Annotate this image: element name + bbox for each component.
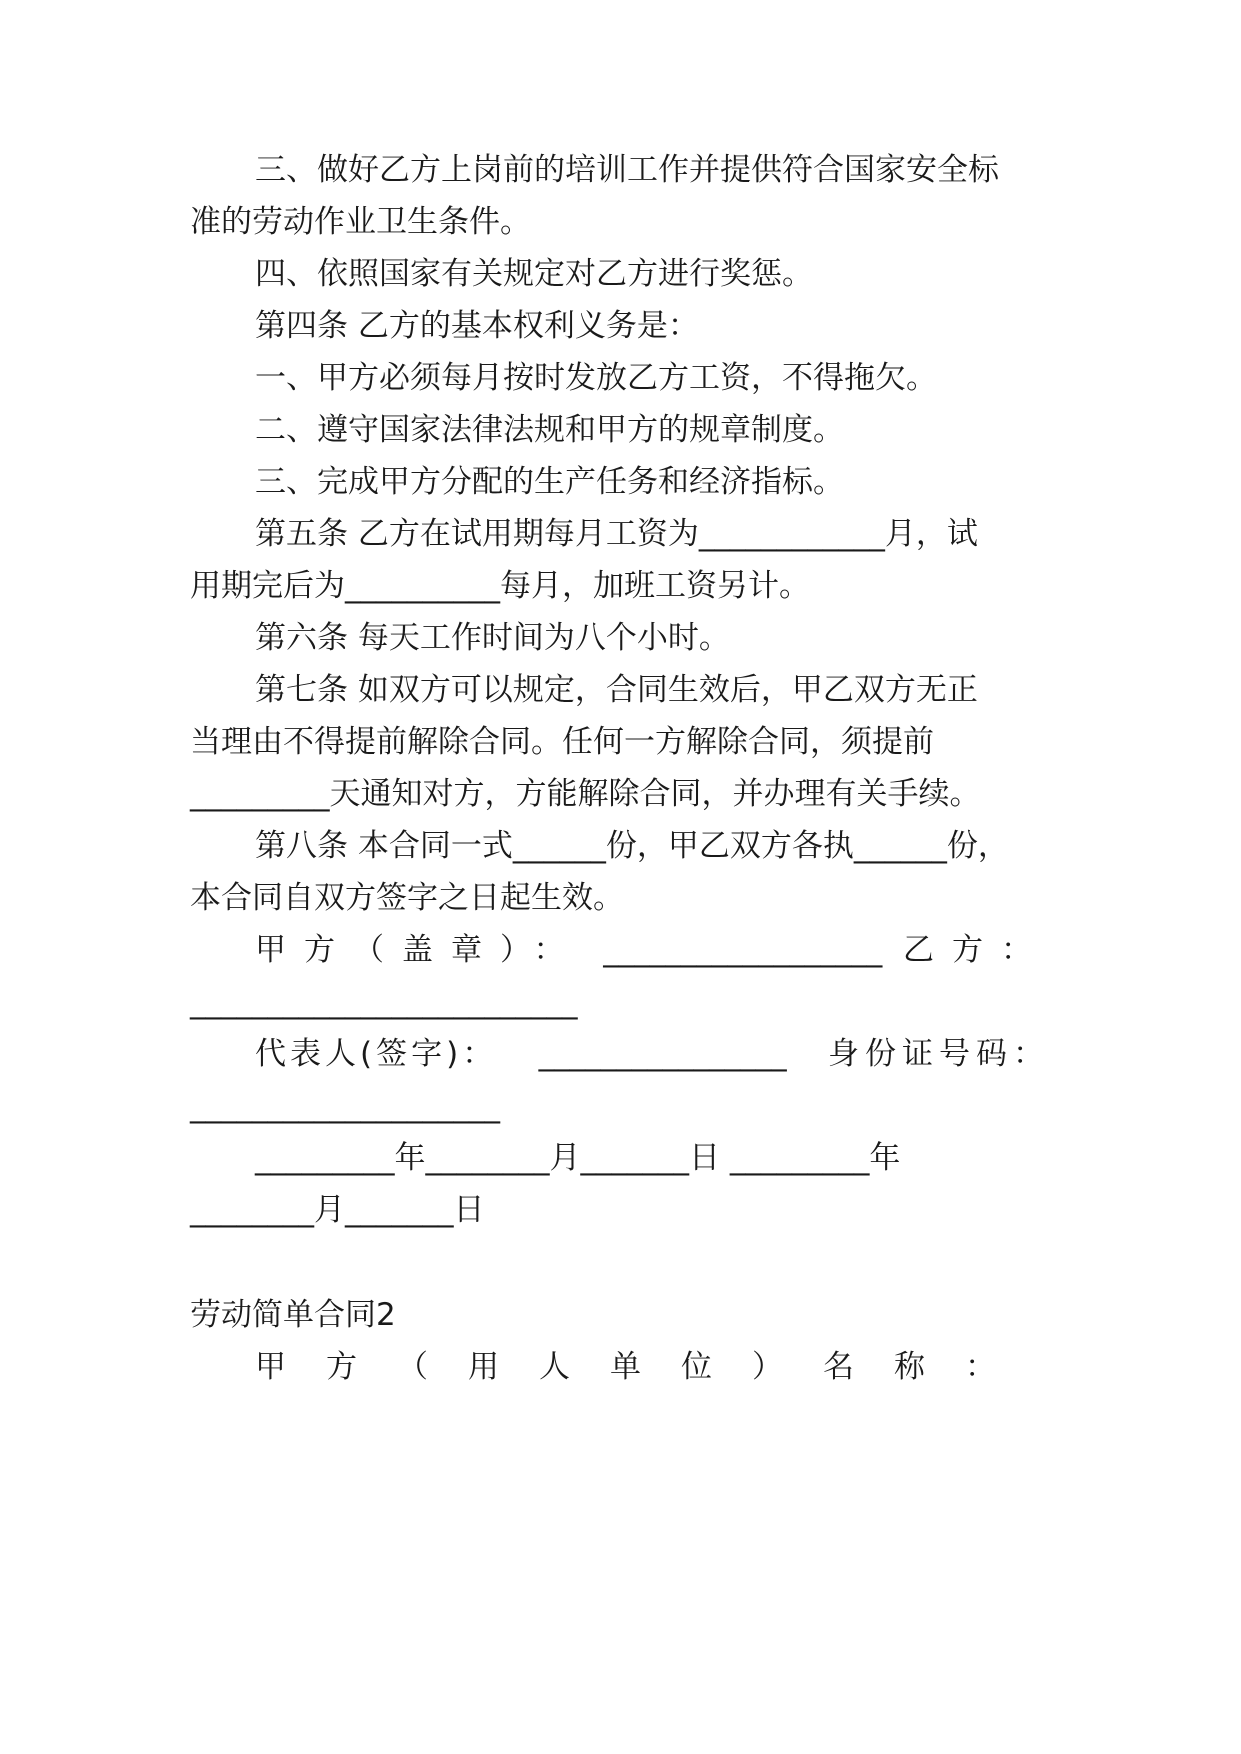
paragraph-line: 二、遵守国家法律法规和甲方的规章制度。 xyxy=(255,412,844,448)
party-b-label: 乙方： xyxy=(903,932,1050,968)
paragraph-line: 本合同自双方签字之日起生效。 xyxy=(190,880,624,916)
paragraph-line: 一、甲方必须每月按时发放乙方工资，不得拖欠。 xyxy=(255,360,937,396)
paragraph-line: 三、完成甲方分配的生产任务和经济指标。 xyxy=(255,464,844,500)
paragraph-line: 第五条 乙方在试用期每月工资为____________月，试 xyxy=(255,516,978,552)
paragraph-line: 当理由不得提前解除合同。任何一方解除合同，须提前 xyxy=(190,724,934,760)
section-title: 劳动简单合同2 xyxy=(190,1297,396,1333)
article-heading: 第四条 乙方的基本权利义务是： xyxy=(255,308,699,344)
signature-blank-line: ____________________ xyxy=(190,1088,500,1124)
party-a-seal-blank: __________________ xyxy=(603,932,883,968)
paragraph-line: 四、依照国家有关规定对乙方进行奖惩。 xyxy=(255,256,813,292)
id-number-label: 身份证号码： xyxy=(827,1036,1050,1072)
representative-blank: ________________ xyxy=(538,1036,787,1072)
paragraph-line: 第七条 如双方可以规定，合同生效后，甲乙双方无正 xyxy=(255,672,978,708)
paragraph-line: 三、做好乙方上岗前的培训工作并提供符合国家安全标 xyxy=(255,152,999,188)
article-heading: 第六条 每天工作时间为八个小时。 xyxy=(255,620,730,656)
paragraph-line: 准的劳动作业卫生条件。 xyxy=(190,204,531,240)
employer-name-label: 甲方（用人单位）名称： xyxy=(255,1349,1036,1385)
signature-row-representative xyxy=(255,1034,1050,1074)
signature-row-party-a xyxy=(255,930,1050,970)
paragraph-line: _________天通知对方，方能解除合同，并办理有关手续。 xyxy=(190,776,981,812)
date-line: ________月_______日 xyxy=(190,1192,485,1228)
party-a-seal-label: 甲方（盖章）： xyxy=(255,932,583,968)
signature-blank-line: _________________________ xyxy=(190,984,578,1020)
paragraph-line: 用期完后为__________每月，加班工资另计。 xyxy=(190,568,810,604)
paragraph-line: 第八条 本合同一式______份，甲乙双方各执______份， xyxy=(255,828,1009,864)
representative-label: 代表人(签字)： xyxy=(255,1036,498,1072)
date-line: _________年________月_______日 _________年 xyxy=(255,1140,901,1176)
